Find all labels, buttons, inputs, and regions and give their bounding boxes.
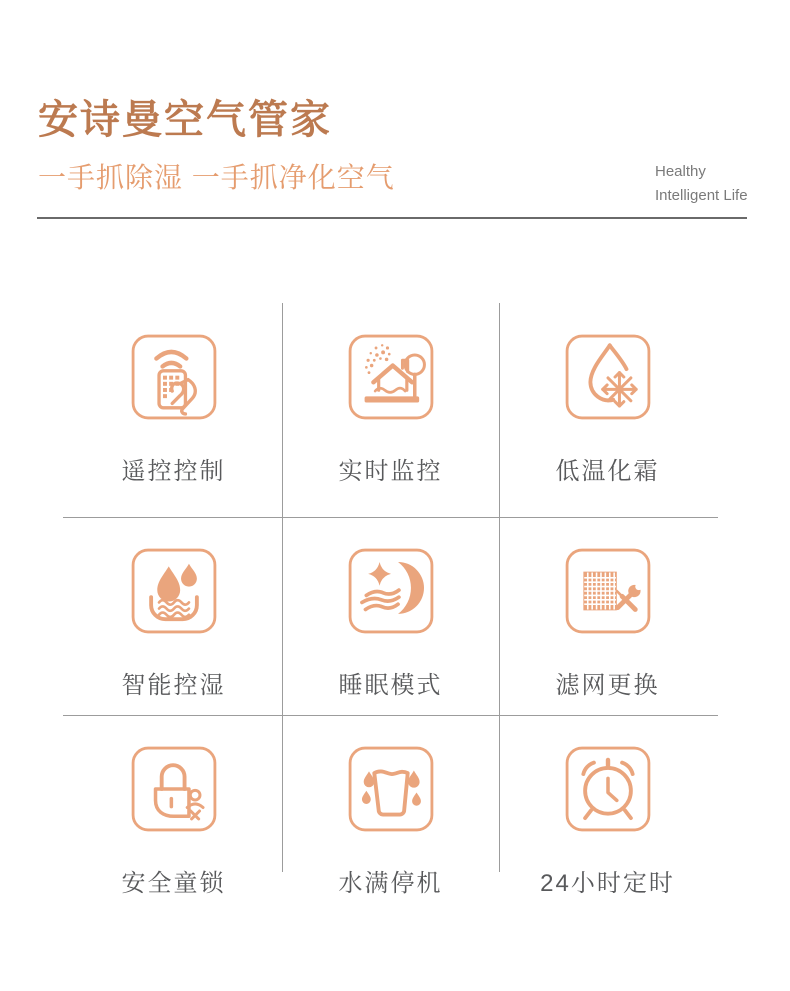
feature-cell-smart-humidity (65, 517, 282, 715)
feature-cell-filter-replace (499, 517, 716, 715)
grid-horizontal-divider-2 (63, 715, 718, 716)
feature-label: 24小时定时 (540, 870, 675, 897)
feature-label: 实时监控 (338, 458, 443, 485)
header-divider (37, 217, 747, 219)
english-tagline (655, 160, 775, 208)
feature-cell-sleep-mode (282, 517, 499, 715)
feature-label: 遥控控制 (121, 458, 226, 485)
realtime-monitor-icon (347, 332, 435, 422)
feature-label: 智能控湿 (121, 672, 226, 699)
feature-cell-low-temp-defrost (499, 303, 716, 517)
feature-cell-remote-control (65, 303, 282, 517)
low-temp-defrost-icon (564, 332, 652, 422)
feature-cell-timer-24h (499, 715, 716, 897)
grid-vertical-divider-2 (499, 303, 500, 872)
feature-cell-realtime-monitor (282, 303, 499, 517)
feature-label: 滤网更换 (555, 672, 660, 699)
child-lock-icon (130, 744, 218, 834)
feature-label: 低温化霜 (555, 458, 660, 485)
sleep-mode-icon (347, 546, 435, 636)
filter-replace-icon (564, 546, 652, 636)
tagline-line1: Healthy (655, 163, 706, 180)
feature-label: 睡眠模式 (338, 672, 443, 699)
feature-cell-child-lock (65, 715, 282, 897)
timer-24h-icon (564, 744, 652, 834)
feature-grid (65, 303, 716, 897)
feature-cell-water-full-stop (282, 715, 499, 897)
feature-label: 安全童锁 (121, 870, 226, 897)
page-title: 安诗曼空气管家 (38, 98, 332, 142)
grid-vertical-divider-1 (282, 303, 283, 872)
tagline-line2: Intelligent Life (655, 187, 748, 204)
header (38, 98, 395, 196)
grid-horizontal-divider-1 (63, 517, 718, 518)
page-subtitle: 一手抓除湿 一手抓净化空气 (38, 162, 395, 193)
water-full-stop-icon (347, 744, 435, 834)
feature-label: 水满停机 (338, 870, 443, 897)
remote-control-icon (130, 332, 218, 422)
smart-humidity-icon (130, 546, 218, 636)
